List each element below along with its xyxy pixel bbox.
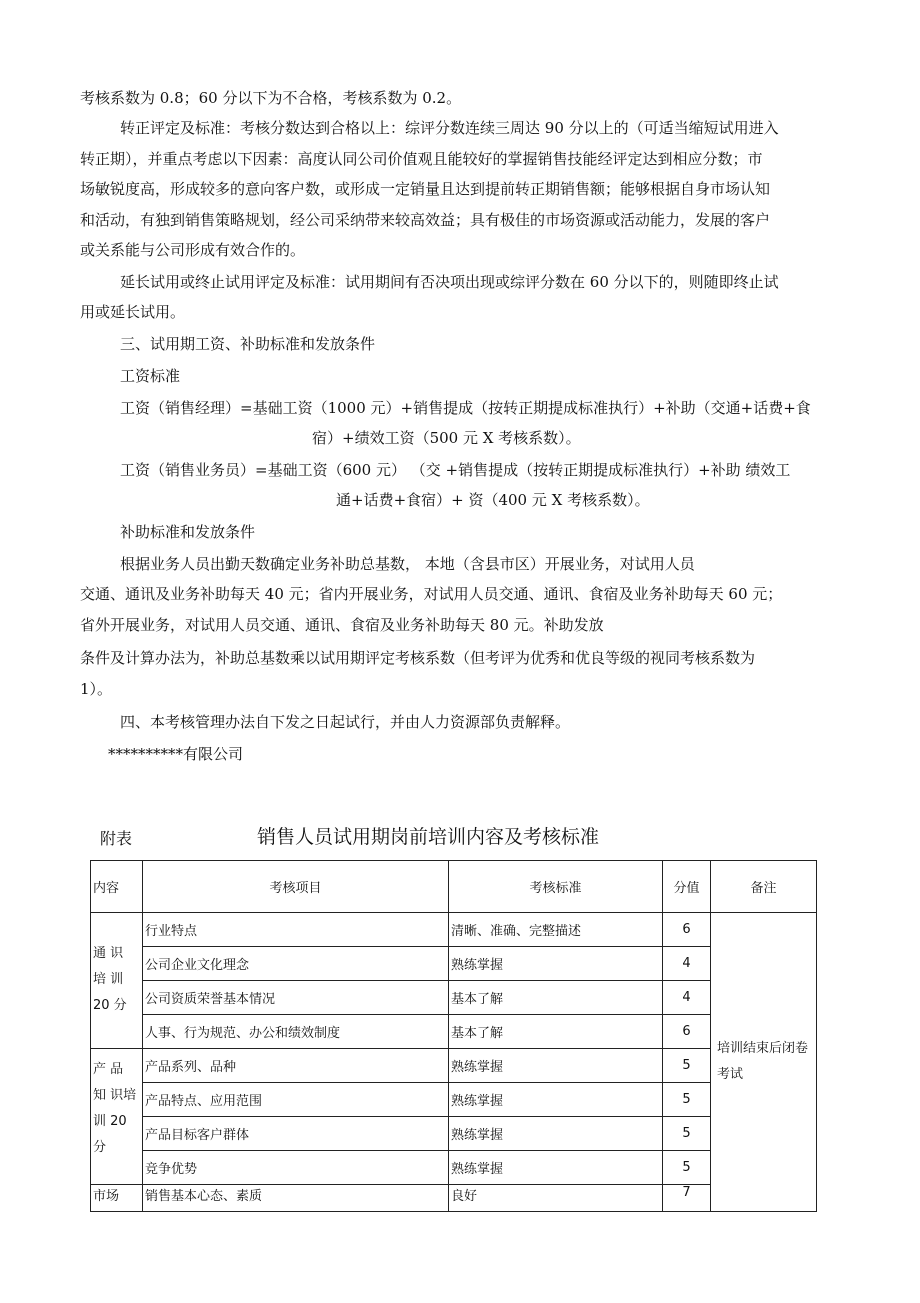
standard-cell: 熟练掌握 <box>449 1049 663 1083</box>
score-cell: 6 <box>663 913 711 947</box>
text-line-staff-2: 通+话费+食宿）+ 资（400 元 X 考核系数）。 <box>336 491 650 509</box>
company-signature: **********有限公司 <box>108 745 244 763</box>
score-cell: 4 <box>663 981 711 1015</box>
text-line-manager-2: 宿）+绩效工资（500 元 X 考核系数）。 <box>312 429 581 447</box>
text-line-3: 转正期），并重点考虑以下因素：高度认同公司价值观且能较好的掌握销售技能经评定达到相应分数；市 <box>80 150 763 168</box>
standard-cell: 良好 <box>449 1185 663 1212</box>
standard-cell: 基本了解 <box>449 981 663 1015</box>
item-cell: 销售基本心态、素质 <box>143 1185 449 1212</box>
subheading-allowance: 补助标准和发放条件 <box>120 523 256 541</box>
text-line-1: 考核系数为 0.8；60 分以下为不合格，考核系数为 0.2。 <box>80 89 462 107</box>
text-line-allowance-5: 1）。 <box>80 680 113 698</box>
standard-cell: 清晰、准确、完整描述 <box>449 913 663 947</box>
text-line-6: 或关系能与公司形成有效合作的。 <box>80 241 306 259</box>
score-cell: 5 <box>663 1151 711 1185</box>
standard-cell: 基本了解 <box>449 1015 663 1049</box>
category-market: 市场 <box>91 1185 143 1212</box>
table-row <box>91 1083 817 1117</box>
text-line-staff-1: 工资（销售业务员）=基础工资（600 元） （交 +销售提成（按转正期提成标准执行）+补助 绩效工 <box>120 461 791 479</box>
subheading-salary: 工资标准 <box>120 367 181 385</box>
table-row <box>91 1117 817 1151</box>
standard-cell: 熟练掌握 <box>449 947 663 981</box>
header-item: 考核项目 <box>143 861 449 913</box>
text-line-allowance-4: 条件及计算办法为，补助总基数乘以试用期评定考核系数（但考评为优秀和优良等级的视同考核系数为 <box>80 649 756 667</box>
score-cell: 7 <box>663 1185 711 1212</box>
table-row <box>91 1015 817 1049</box>
item-cell: 公司企业文化理念 <box>143 947 449 981</box>
item-cell: 行业特点 <box>143 913 449 947</box>
table-row <box>91 1049 817 1083</box>
table-row <box>91 1151 817 1185</box>
text-line-allowance-2: 交通、通讯及业务补助每天 40 元；省内开展业务，对试用人员交通、通讯、食宿及业务补助每天 60 元； <box>80 585 783 603</box>
header-note: 备注 <box>711 861 817 913</box>
item-cell: 产品特点、应用范围 <box>143 1083 449 1117</box>
category-product: 产 品 知 识培训 20 分 <box>91 1049 143 1185</box>
item-cell: 竞争优势 <box>143 1151 449 1185</box>
item-cell: 产品目标客户群体 <box>143 1117 449 1151</box>
text-line-5: 和活动，有独到销售策略规划，经公司采纳带来较高效益；具有极佳的市场资源或活动能力，发展的客户 <box>80 211 771 229</box>
section-heading-3: 三、试用期工资、补助标准和发放条件 <box>120 335 376 353</box>
standard-cell: 熟练掌握 <box>449 1083 663 1117</box>
section-heading-4: 四、本考核管理办法自下发之日起试行，并由人力资源部负责解释。 <box>120 713 571 731</box>
text-line-allowance-3: 省外开展业务，对试用人员交通、通讯、食宿及业务补助每天 80 元。补助发放 <box>80 616 604 634</box>
category-general: 通 识 培 训 20 分 <box>91 913 143 1049</box>
table-row <box>91 981 817 1015</box>
note-cell: 培训结束后闭卷考试 <box>711 913 817 1212</box>
header-content: 内容 <box>91 861 143 913</box>
header-score: 分值 <box>663 861 711 913</box>
table-row <box>91 947 817 981</box>
text-line-8: 用或延长试用。 <box>80 303 186 321</box>
standard-cell: 熟练掌握 <box>449 1151 663 1185</box>
score-cell: 6 <box>663 1015 711 1049</box>
score-cell: 4 <box>663 947 711 981</box>
score-cell: 5 <box>663 1083 711 1117</box>
text-line-manager-1: 工资（销售经理）=基础工资（1000 元）+销售提成（按转正期提成标准执行）+补助（交通+话费+食 <box>120 399 811 417</box>
score-cell: 5 <box>663 1117 711 1151</box>
appendix-title: 销售人员试用期岗前培训内容及考核标准 <box>257 826 600 848</box>
table-row <box>91 1185 817 1212</box>
header-standard: 考核标准 <box>449 861 663 913</box>
table-row <box>91 913 817 947</box>
item-cell: 产品系列、品种 <box>143 1049 449 1083</box>
score-cell: 5 <box>663 1049 711 1083</box>
item-cell: 人事、行为规范、办公和绩效制度 <box>143 1015 449 1049</box>
text-line-2: 转正评定及标准：考核分数达到合格以上：综评分数连续三周达 90 分以上的（可适当缩短试用进入 <box>120 119 779 137</box>
appendix-label: 附表 <box>100 829 133 848</box>
table-header-row <box>91 861 817 913</box>
text-line-4: 场敏锐度高，形成较多的意向客户数，或形成一定销量且达到提前转正期销售额；能够根据自身市场认知 <box>80 180 771 198</box>
item-cell: 公司资质荣誉基本情况 <box>143 981 449 1015</box>
text-line-7: 延长试用或终止试用评定及标准：试用期间有否决项出现或综评分数在 60 分以下的，则随即终止试 <box>120 273 779 291</box>
text-line-allowance-1: 根据业务人员出勤天数确定业务补助总基数， 本地（含县市区）开展业务，对试用人员 <box>120 555 695 573</box>
standard-cell: 熟练掌握 <box>449 1117 663 1151</box>
training-table <box>90 860 817 1212</box>
